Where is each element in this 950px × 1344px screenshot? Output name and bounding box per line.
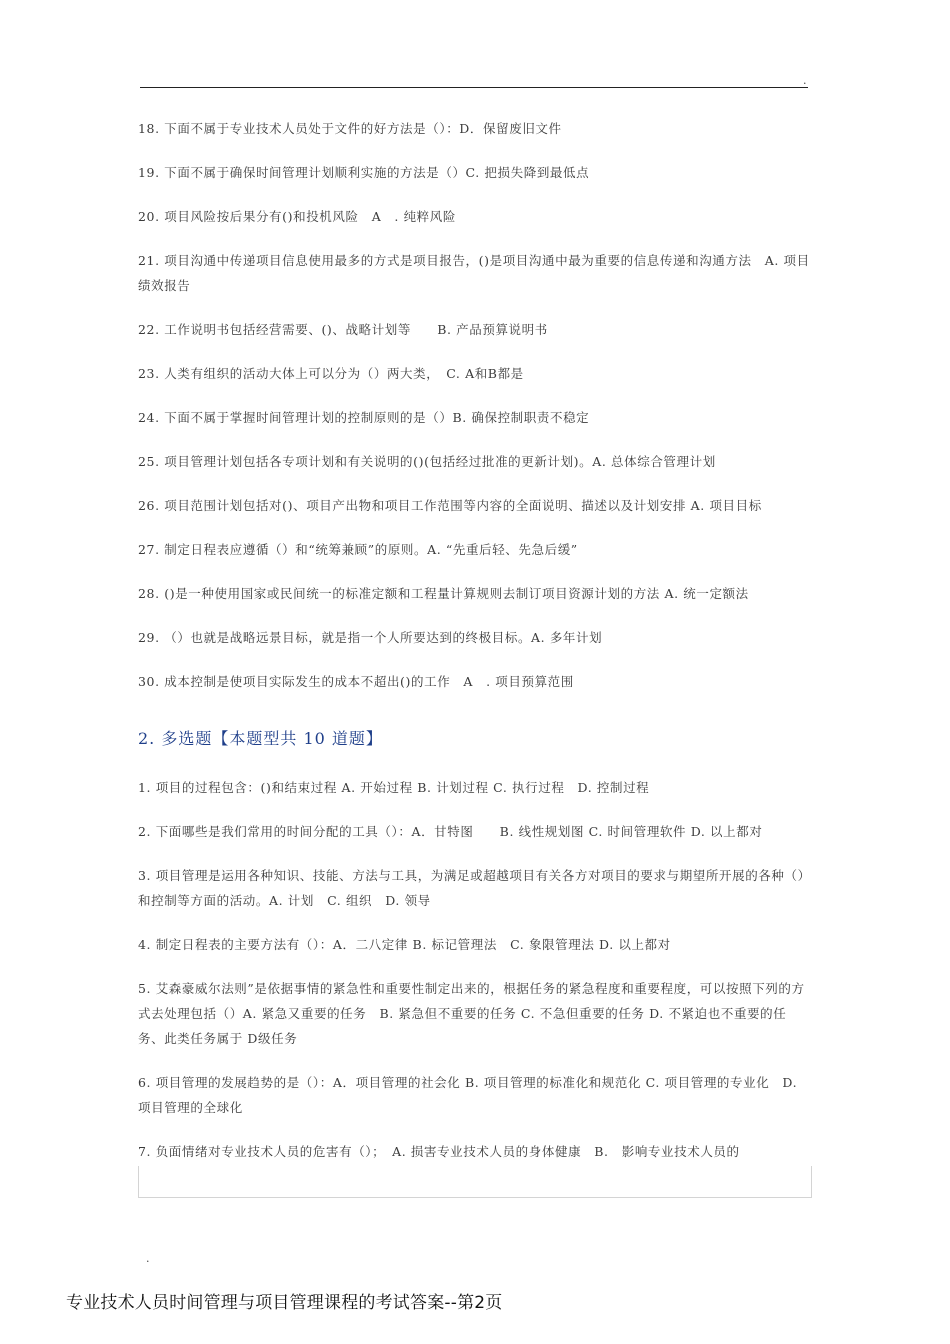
multi-question-4: 4. 制定日程表的主要方法有（）：A．二八定律 B. 标记管理法 C. 象限管理法 D. 以上都对 — [138, 937, 671, 952]
question-24: 24. 下面不属于掌握时间管理计划的控制原则的是（）B. 确保控制职责不稳定 — [138, 410, 590, 425]
multi-question-6: 6. 项目管理的发展趋势的是（）：A．项目管理的社会化 B. 项目管理的标准化和规范化 C. 项目管理的专业化 D. 项目管理的全球化 — [138, 1075, 798, 1115]
question-box-border — [138, 1166, 812, 1198]
multi-question-7: 7. 负面情绪对专业技术人员的危害有（）； A. 损害专业技术人员的身体健康 B. 影响专业技术人员的 — [138, 1144, 740, 1159]
multi-question-2: 2. 下面哪些是我们常用的时间分配的工具（）：A．甘特图 B. 线性规划图 C. 时间管理软件 D. 以上都对 — [138, 824, 763, 839]
document-body — [138, 116, 812, 1183]
section-title-multi-choice: 2. 多选题【本题型共 10 道题】 — [138, 729, 383, 748]
header-rule — [140, 87, 808, 88]
question-23: 23. 人类有组织的活动大体上可以分为（）两大类， C. A和B都是 — [138, 366, 524, 381]
footer-dot: . — [146, 1252, 150, 1265]
question-26: 26. 项目范围计划包括对()、项目产出物和项目工作范围等内容的全面说明、描述以及计划安排 A. 项目目标 — [138, 498, 762, 513]
question-29: 29. （）也就是战略远景目标，就是指一个人所要达到的终极目标。A. 多年计划 — [138, 630, 603, 645]
question-19: 19. 下面不属于确保时间管理计划顺利实施的方法是（）C. 把损失降到最低点 — [138, 165, 590, 180]
question-22: 22. 工作说明书包括经营需要、()、战略计划等 B. 产品预算说明书 — [138, 322, 548, 337]
multi-question-3: 3. 项目管理是运用各种知识、技能、方法与工具，为满足或超越项目有关各方对项目的要求与期望所开展的各种（）和控制等方面的活动。A. 计划 C. 组织 D. 领导 — [138, 868, 811, 908]
question-30: 30. 成本控制是使项目实际发生的成本不超出()的工作 A . 项目预算范围 — [138, 674, 574, 689]
question-27: 27. 制定日程表应遵循（）和“统筹兼顾”的原则。A. “先重后轻、先急后缓” — [138, 542, 578, 557]
question-18: 18. 下面不属于专业技术人员处于文件的好方法是（）：D．保留废旧文件 — [138, 121, 562, 136]
header-dot: . — [803, 74, 807, 87]
multi-question-1: 1. 项目的过程包含：()和结束过程 A. 开始过程 B. 计划过程 C. 执行过程 D. 控制过程 — [138, 780, 650, 795]
question-20: 20. 项目风险按后果分有()和投机风险 A . 纯粹风险 — [138, 209, 456, 224]
question-25: 25. 项目管理计划包括各专项计划和有关说明的()(包括经过批准的更新计划)。A. 总体综合管理计划 — [138, 454, 716, 469]
question-28: 28. ()是一种使用国家或民间统一的标准定额和工程量计算规则去制订项目资源计划的方法 A. 统一定额法 — [138, 586, 749, 601]
question-21: 21. 项目沟通中传递项目信息使用最多的方式是项目报告，()是项目沟通中最为重要的信息传递和沟通方法 A. 项目绩效报告 — [138, 253, 810, 293]
page-footer-title: 专业技术人员时间管理与项目管理课程的考试答案--第2页 — [66, 1293, 503, 1313]
multi-question-5: 5. 艾森豪威尔法则”是依据事情的紧急性和重要性制定出来的，根据任务的紧急程度和重要程度，可以按照下列的方式去处理包括（）A. 紧急又重要的任务 B. 紧急但不重要的任务 C. 不急但重要的任务 D. 不紧迫也不重要的任务、此类任务属于 D级任务 — [138, 981, 805, 1046]
